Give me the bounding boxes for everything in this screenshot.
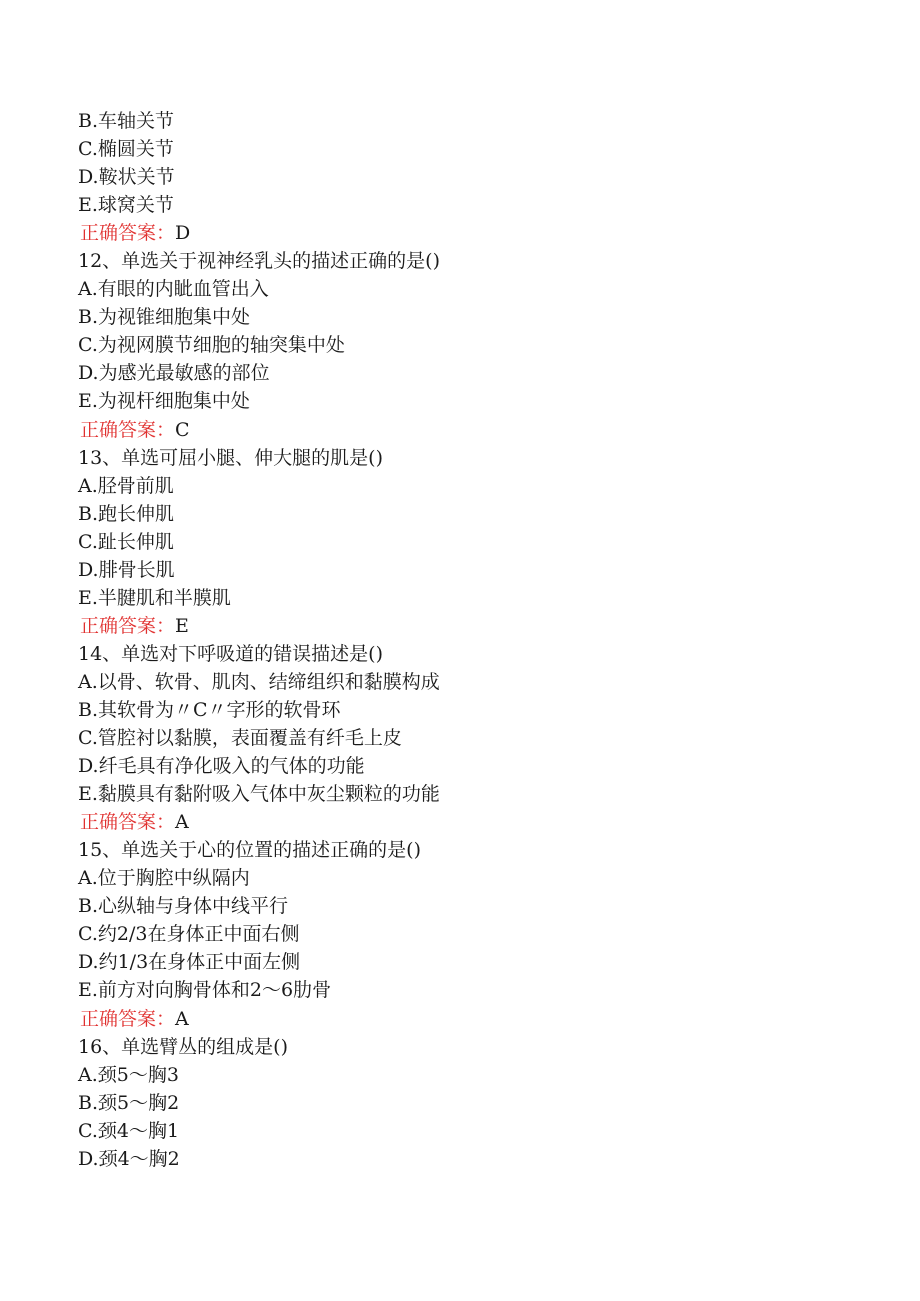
option-line: D.鞍状关节 [78,166,175,189]
option-line: D.腓骨长肌 [78,558,175,581]
option-line: C.约2/3在身体正中面右侧 [78,923,300,946]
option-line: B.车轴关节 [78,110,175,132]
answer-value: D [175,222,191,245]
answer-value: C [175,418,190,441]
question-stem: 14、单选对下呼吸道的错误描述是() [78,642,384,665]
option-line: A.颈5～胸3 [78,1063,179,1086]
option-line: B.其软骨为〃C〃字形的软骨环 [78,698,341,721]
answer-line [78,1005,898,1033]
answer-line [78,416,898,444]
option-line: C.颈4～胸1 [78,1119,180,1142]
answer-label: 正确答案： [80,614,176,637]
answer-label: 正确答案： [80,222,176,245]
option-line: C.管腔衬以黏膜，表面覆盖有纤毛上皮 [78,727,402,750]
option-line: A.有眼的内眦血管出入 [78,278,269,301]
answer-value: A [175,811,189,834]
option-line: A.位于胸腔中纵隔内 [78,867,250,890]
option-line: E.为视杆细胞集中处 [78,390,250,413]
answer-line [78,219,898,247]
answer-label: 正确答案： [80,418,176,441]
question-stem: 13、单选可屈小腿、伸大腿的肌是() [78,446,384,469]
option-line: A.以骨、软骨、肌肉、结缔组织和黏膜构成 [78,670,440,693]
answer-label: 正确答案： [80,811,176,834]
option-line: D.为感光最敏感的部位 [78,362,270,385]
question-stem: 15、单选关于心的位置的描述正确的是() [78,839,422,862]
option-line: D.颈4～胸2 [78,1147,180,1170]
question-stem: 12、单选关于视神经乳头的描述正确的是() [78,250,441,273]
option-line: D.约1/3在身体正中面左侧 [78,951,301,974]
option-line: E.球窝关节 [78,194,174,217]
option-line: B.心纵轴与身体中线平行 [78,895,289,918]
answer-value: E [175,614,189,637]
answer-line [78,808,898,836]
answer-line [78,612,898,640]
option-line: E.前方对向胸骨体和2～6肋骨 [78,979,332,1002]
option-line: B.颈5～胸2 [78,1091,180,1114]
option-line: C.为视网膜节细胞的轴突集中处 [78,334,345,357]
option-line: C.椭圆关节 [78,138,174,161]
question-stem: 16、单选臂丛的组成是() [78,1035,289,1058]
option-line: A.胫骨前肌 [78,474,174,497]
document-page [78,107,898,1173]
answer-value: A [175,1007,189,1030]
answer-label: 正确答案： [80,1007,176,1030]
option-line: B.为视锥细胞集中处 [78,306,251,329]
option-line: B.跑长伸肌 [78,502,175,525]
option-line: C.趾长伸肌 [78,530,174,553]
option-line: E.黏膜具有黏附吸入气体中灰尘颗粒的功能 [78,783,440,806]
option-line: E.半腱肌和半膜肌 [78,586,231,609]
option-line: D.纤毛具有净化吸入的气体的功能 [78,755,365,778]
